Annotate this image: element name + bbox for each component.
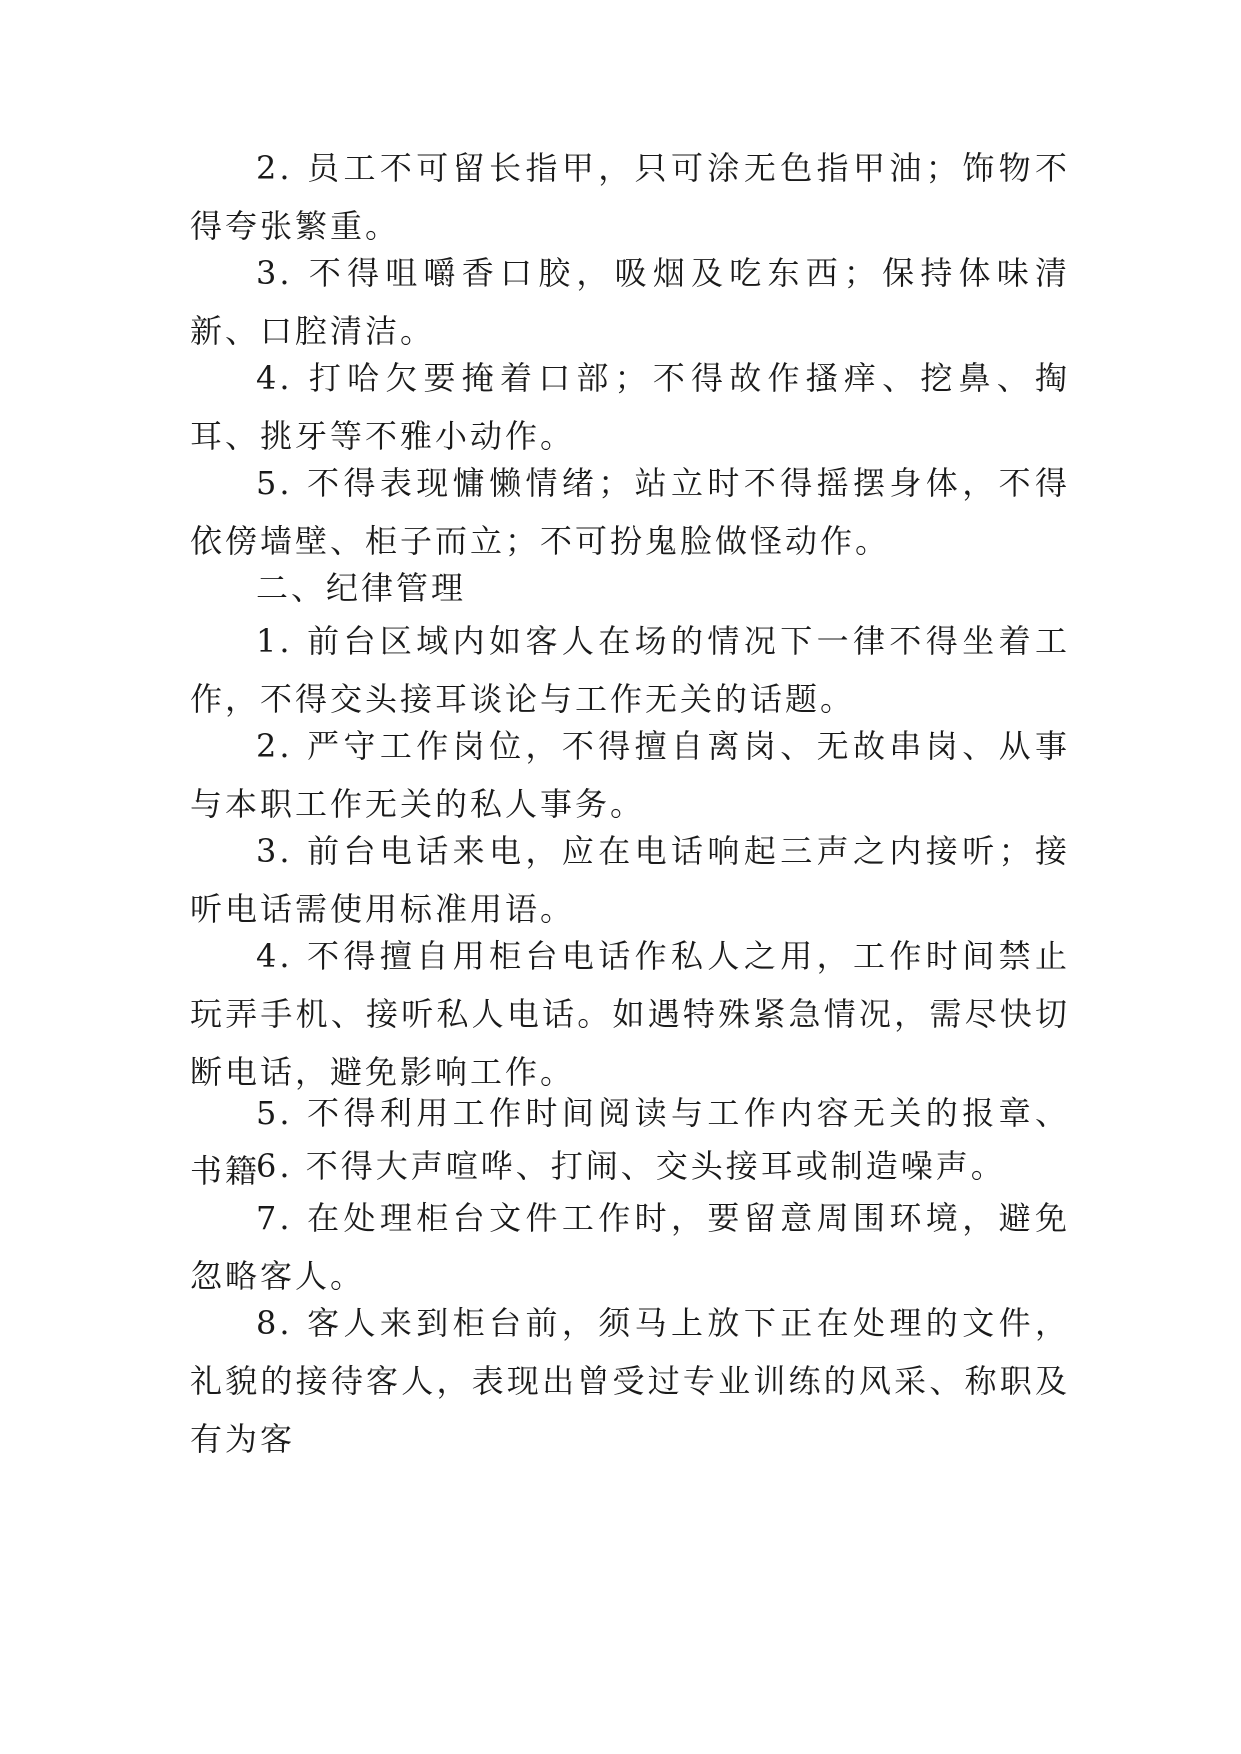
paragraph-discipline-4: 4. 不得擅自用柜台电话作私人之用，工作时间禁止玩弄手机、接听私人电话。如遇特殊紧急情况，需尽快切断电话，避免影响工作。 [190,937,1070,1091]
paragraph-discipline-3: 3. 前台电话来电，应在电话响起三声之内接听；接听电话需使用标准用语。 [190,832,1070,928]
paragraph-discipline-5: 5. 不得利用工作时间阅读与工作内容无关的报章、书籍 [190,1094,1070,1190]
paragraph-discipline-2: 2. 严守工作岗位，不得擅自离岗、无故串岗、从事与本职工作无关的私人事务。 [190,727,1070,823]
paragraph-discipline-7: 7. 在处理柜台文件工作时，要留意周围环境，避免忽略客人。 [190,1199,1070,1295]
paragraph-rule-5: 5. 不得表现慵懒情绪；站立时不得摇摆身体，不得依傍墙壁、柜子而立；不可扮鬼脸做怪动作。 [190,464,1070,560]
paragraph-rule-4: 4. 打哈欠要掩着口部；不得故作搔痒、挖鼻、掏耳、挑牙等不雅小动作。 [190,359,1070,455]
paragraph-discipline-8: 8. 客人来到柜台前，须马上放下正在处理的文件，礼貌的接待客人，表现出曾受过专业训练的风采、称职及有为客 [190,1304,1070,1458]
paragraph-rule-2: 2. 员工不可留长指甲，只可涂无色指甲油；饰物不得夸张繁重。 [190,149,1070,245]
paragraph-discipline-1: 1. 前台区域内如客人在场的情况下一律不得坐着工作，不得交头接耳谈论与工作无关的话题。 [190,622,1070,718]
section-heading-discipline: 二、纪律管理 [256,569,467,607]
paragraph-discipline-6: 6. 不得大声喧哗、打闹、交头接耳或制造噪声。 [256,1147,1006,1185]
paragraph-rule-3: 3. 不得咀嚼香口胶，吸烟及吃东西；保持体味清新、口腔清洁。 [190,254,1070,350]
